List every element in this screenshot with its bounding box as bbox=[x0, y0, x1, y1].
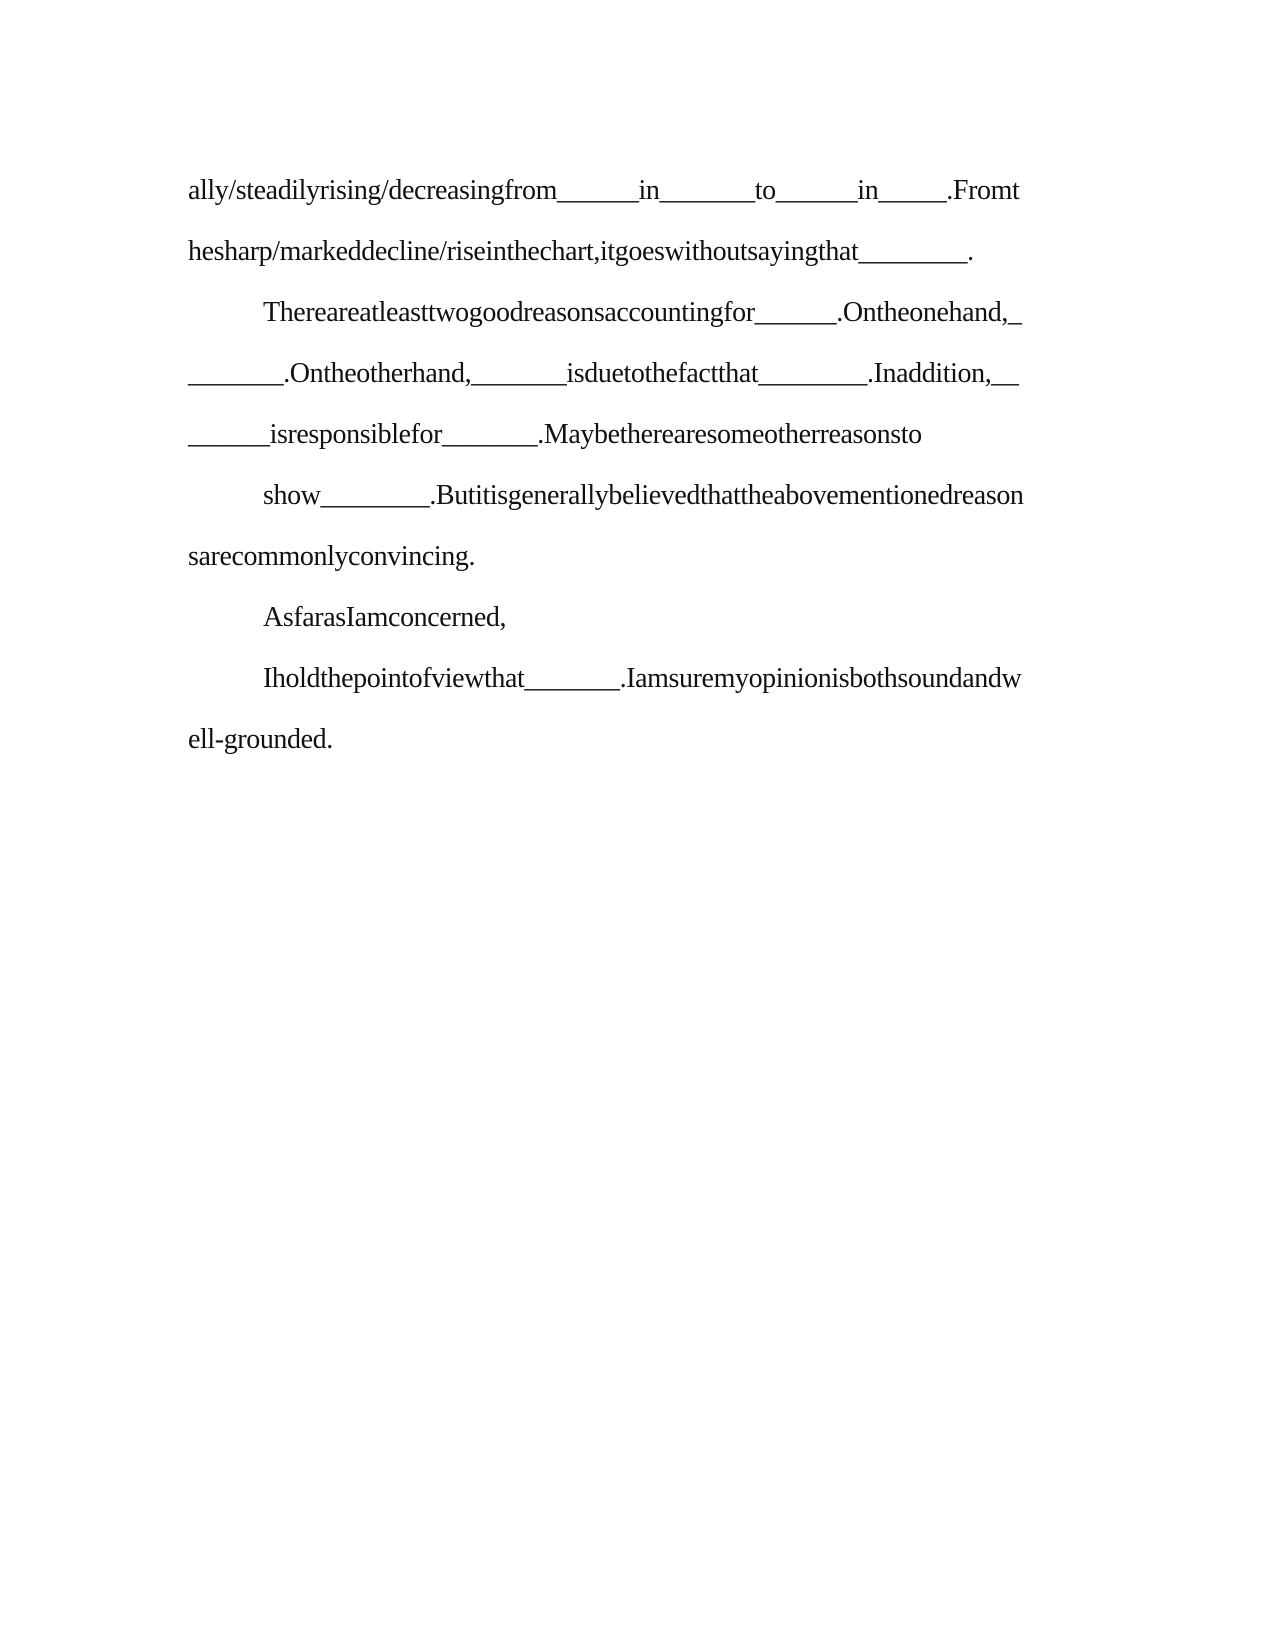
text-line-5: ______isresponsiblefor_______.Maybetherearesomeotherreasonsto bbox=[188, 419, 922, 450]
text-line-7: sarecommonlyconvincing. bbox=[188, 541, 476, 572]
text-line-2: hesharp/markeddecline/riseinthechart,itgoeswithoutsayingthat________. bbox=[188, 236, 974, 267]
text-line-6: show________.Butitisgenerallybelievedthattheabovementionedreason bbox=[263, 480, 1024, 511]
text-line-1: ally/steadilyrising/decreasingfrom______in_______to______in_____.Fromt bbox=[188, 175, 1020, 206]
text-line-8: AsfarasIamconcerned, bbox=[263, 602, 507, 633]
text-line-4: _______.Ontheotherhand,_______isduetothefactthat________.Inaddition,__ bbox=[188, 358, 1019, 389]
text-line-9: Iholdthepointofviewthat_______.Iamsuremyopinionisbothsoundandw bbox=[263, 663, 1022, 694]
text-line-10: ell-grounded. bbox=[188, 724, 333, 755]
text-line-3: Thereareatleasttwogoodreasonsaccountingfor______.Ontheonehand,_ bbox=[263, 297, 1022, 328]
